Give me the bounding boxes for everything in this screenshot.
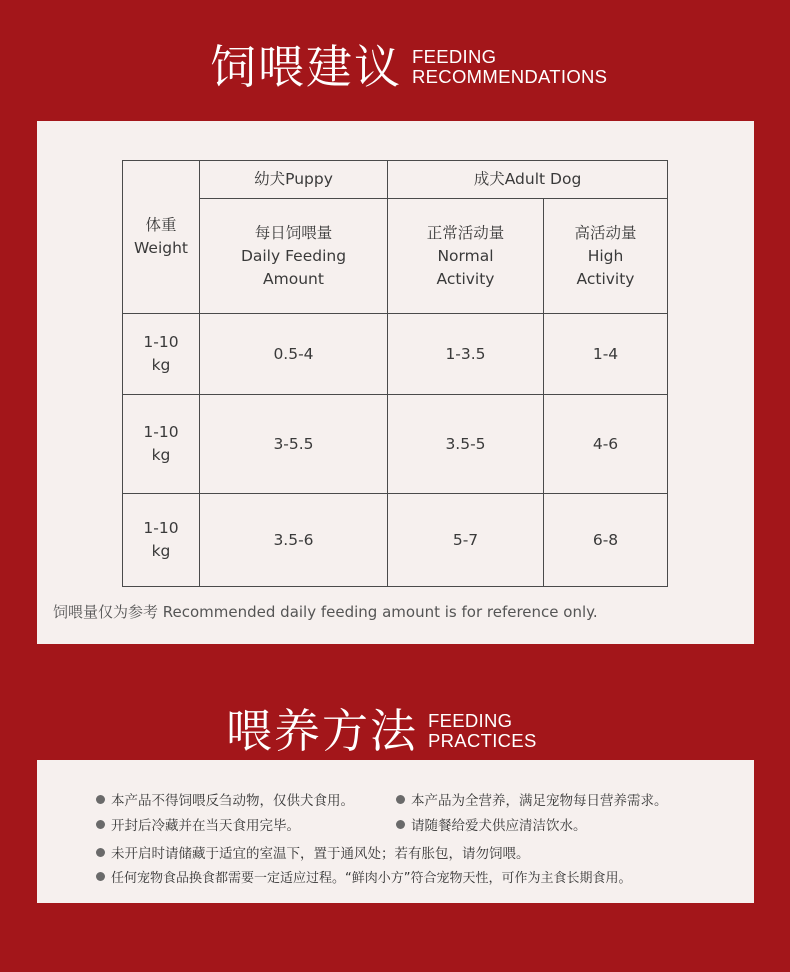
adult-header-cell: 成犬Adult Dog: [388, 161, 668, 199]
practice-text: 未开启时请储藏于适宜的室温下，置于通风处；若有胀包，请勿饲喂。: [111, 846, 530, 862]
table-row: [123, 314, 668, 395]
bullet-icon: [396, 820, 405, 829]
practice-text: 本产品不得饲喂反刍动物，仅供犬食用。: [111, 793, 354, 809]
weight-value: 1-10: [143, 333, 179, 351]
list-item: [96, 814, 300, 834]
reference-note: 饲喂量仅为参考 Recommended daily feeding amount is for reference only.: [53, 603, 598, 621]
title-en: [428, 711, 537, 751]
feeding-table-panel: [37, 121, 754, 644]
weight-cell: [123, 395, 200, 494]
list-item: [96, 842, 530, 862]
high-cell: 1-4: [544, 314, 668, 395]
list-item: [96, 867, 631, 886]
high-zh: 高活动量: [574, 223, 637, 242]
puppy-cell: 3-5.5: [200, 395, 388, 494]
title-en-line2: PRACTICES: [428, 730, 537, 751]
list-item: [396, 814, 587, 834]
list-item: [396, 789, 668, 809]
list-item: [96, 789, 354, 809]
weight-header-zh: 体重: [145, 216, 177, 234]
normal-cell: 5-7: [388, 494, 544, 587]
weight-cell: [123, 494, 200, 587]
daily-en-1: Daily Feeding: [240, 246, 347, 265]
weight-value: 1-10: [143, 423, 179, 441]
feeding-table: [122, 160, 668, 587]
title-zh: 喂养方法: [226, 704, 418, 758]
puppy-cell: 3.5-6: [200, 494, 388, 587]
section-title-feeding-practices: [226, 704, 537, 758]
weight-unit: kg: [151, 542, 171, 560]
bullet-icon: [96, 795, 105, 804]
title-en-line1: FEEDING: [428, 710, 513, 731]
daily-amount-header-cell: [200, 199, 388, 314]
normal-cell: 1-3.5: [388, 314, 544, 395]
bullet-icon: [96, 872, 105, 881]
practice-text: 开封后冷藏并在当天食用完毕。: [111, 818, 300, 834]
high-cell: 6-8: [544, 494, 668, 587]
weight-value: 1-10: [143, 519, 179, 537]
weight-unit: kg: [151, 356, 171, 374]
title-en: [412, 47, 607, 87]
puppy-cell: 0.5-4: [200, 314, 388, 395]
weight-header-cell: [123, 161, 200, 314]
normal-en-1: Normal: [437, 246, 494, 265]
table-row: [123, 395, 668, 494]
weight-unit: kg: [151, 446, 171, 464]
table-header-row-2: [123, 199, 668, 314]
feeding-practices-panel: [37, 760, 754, 903]
normal-activity-header-cell: [388, 199, 544, 314]
daily-zh: 每日饲喂量: [254, 223, 333, 242]
bullet-icon: [96, 820, 105, 829]
bullet-icon: [96, 848, 105, 857]
high-en-2: Activity: [576, 269, 635, 288]
table-row: [123, 494, 668, 587]
normal-en-2: Activity: [436, 269, 495, 288]
high-cell: 4-6: [544, 395, 668, 494]
puppy-header-cell: 幼犬Puppy: [200, 161, 388, 199]
daily-en-2: Amount: [263, 269, 324, 288]
section-title-feeding-recommendations: [210, 40, 608, 94]
bullet-icon: [396, 795, 405, 804]
practice-text: 请随餐给爱犬供应清洁饮水。: [411, 818, 587, 834]
title-en-line2: RECOMMENDATIONS: [412, 66, 608, 87]
normal-cell: 3.5-5: [388, 395, 544, 494]
title-en-line1: FEEDING: [412, 46, 497, 67]
normal-zh: 正常活动量: [426, 223, 505, 242]
high-activity-header-cell: [544, 199, 668, 314]
weight-header-en: Weight: [133, 239, 188, 257]
table-header-row-1: [123, 161, 668, 199]
weight-cell: [123, 314, 200, 395]
practice-text: 本产品为全营养，满足宠物每日营养需求。: [411, 793, 668, 809]
title-zh: 饲喂建议: [210, 40, 402, 94]
practice-text: 任何宠物食品换食都需要一定适应过程。“鲜肉小方”符合宠物天性，可作为主食长期食用。: [111, 871, 632, 886]
high-en-1: High: [587, 246, 624, 265]
